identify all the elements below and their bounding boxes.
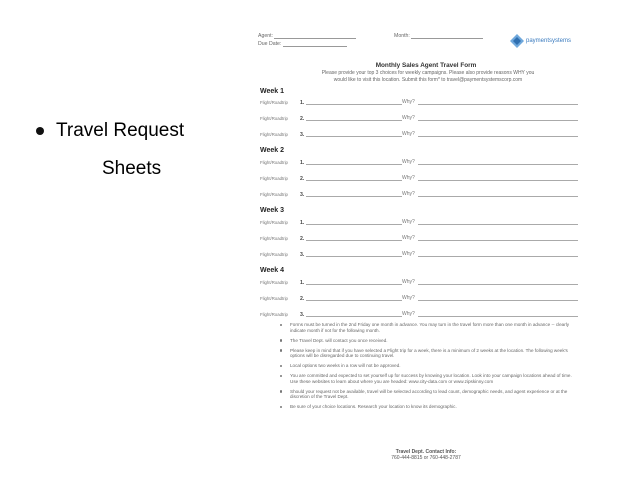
week-1-title: Week 1 [260,88,284,95]
row-label: Flight/Roadtrip [260,236,288,241]
week-1-row-1 [260,98,578,106]
row-number: 2. [300,176,305,182]
why-label: Why? [402,159,415,165]
choice-line [306,196,402,197]
row-number: 2. [300,296,305,302]
note-item: Forms must be turned in the 2nd Friday one month in advance. You may turn in the travel form more than one month in advance -- clearly indicate month if not for the following month. [280,322,580,333]
intro-line2: would like to visit this location. Submit this form* to travel@paymentsystemscorp.com [333,76,523,83]
note-item: Local options two weeks in a row will not be approved. [280,363,580,369]
row-label: Flight/Roadtrip [260,252,288,257]
row-number: 3. [300,312,305,318]
choice-line [306,256,402,257]
reason-line [418,316,578,317]
row-label: Flight/Roadtrip [260,192,288,197]
choice-line [306,180,402,181]
note-item: The Travel Dept. will contact you once received. [280,338,580,344]
choice-line [306,104,402,105]
week-2-row-2 [260,174,578,182]
why-label: Why? [402,131,415,137]
row-label: Flight/Roadtrip [260,296,288,301]
agent-line [274,33,356,39]
due-date-field [258,41,347,47]
why-label: Why? [402,311,415,317]
reason-line [418,284,578,285]
choice-line [306,224,402,225]
why-label: Why? [402,115,415,121]
choice-line [306,164,402,165]
month-field [394,33,483,39]
reason-line [418,164,578,165]
travel-form-image [254,28,598,468]
contact-info [254,449,598,462]
week-4-title: Week 4 [260,267,284,274]
choice-line [306,120,402,121]
week-4-row-1 [260,278,578,286]
why-label: Why? [402,99,415,105]
note-item: Please keep in mind that if you have selected a Flight trip for a week, there is a minimum of 2 weeks at the location. The following week's options will be disregarded due to continuing travel. [280,348,580,359]
reason-line [418,256,578,257]
reason-line [418,180,578,181]
reason-line [418,120,578,121]
slide-bullet [36,118,236,182]
agent-label: Agent: [258,33,273,39]
why-label: Why? [402,279,415,285]
form-intro [278,70,578,83]
choice-line [306,284,402,285]
row-number: 2. [300,236,305,242]
row-number: 3. [300,192,305,198]
row-label: Flight/Roadtrip [260,220,288,225]
week-4-row-3 [260,310,578,318]
week-1-row-2 [260,114,578,122]
note-item: Be sure of your choice locations. Research your location to know its demographic. [280,404,580,410]
row-label: Flight/Roadtrip [260,100,288,105]
paymentsystems-logo [510,34,571,48]
choice-line [306,136,402,137]
reason-line [418,196,578,197]
contact-title: Travel Dept. Contact Info: [395,449,457,455]
reason-line [418,224,578,225]
due-date-label: Due Date: [258,41,282,47]
row-number: 1. [300,100,305,106]
row-number: 1. [300,220,305,226]
reason-line [418,136,578,137]
why-label: Why? [402,175,415,181]
bullet-text-line2: Sheets [102,158,162,179]
reason-line [418,240,578,241]
row-label: Flight/Roadtrip [260,116,288,121]
week-1-row-3 [260,130,578,138]
why-label: Why? [402,219,415,225]
row-label: Flight/Roadtrip [260,132,288,137]
form-title: Monthly Sales Agent Travel Form [375,62,477,69]
row-number: 2. [300,116,305,122]
note-item: Should your request not be available, travel will be selected according to lead count, demographic needs, and agent experience or at the discretion of the Travel Dept. [280,389,580,400]
choice-line [306,316,402,317]
note-item: You are committed and expected to set yourself up for success by knowing your location. Look into your campaign locations ahead of time. Use these websites to learn about where you are headed: www.city-data.com or www.zipskinny.com [280,373,580,384]
week-2-title: Week 2 [260,147,284,154]
row-number: 1. [300,160,305,166]
choice-line [306,240,402,241]
row-label: Flight/Roadtrip [260,280,288,285]
row-number: 3. [300,252,305,258]
week-3-row-1 [260,218,578,226]
row-label: Flight/Roadtrip [260,160,288,165]
logo-diamond-icon [510,34,524,48]
row-label: Flight/Roadtrip [260,312,288,317]
week-3-row-2 [260,234,578,242]
contact-phones: 760-444-8815 or 760-448-2787 [391,455,461,462]
why-label: Why? [402,295,415,301]
row-label: Flight/Roadtrip [260,176,288,181]
why-label: Why? [402,251,415,257]
why-label: Why? [402,191,415,197]
month-line [411,33,483,39]
month-label: Month: [394,33,410,39]
row-number: 3. [300,132,305,138]
due-date-line [283,41,347,47]
reason-line [418,104,578,105]
form-notes-list [280,322,580,414]
bullet-dot [36,127,44,135]
intro-line1: Please provide your top 3 choices for weekly campaigns. Please also provide reasons WHY you [321,70,535,76]
logo-text: paymentsystems [526,38,572,44]
why-label: Why? [402,235,415,241]
week-2-row-3 [260,190,578,198]
week-3-title: Week 3 [260,207,284,214]
week-3-row-3 [260,250,578,258]
week-2-row-1 [260,158,578,166]
row-number: 1. [300,280,305,286]
reason-line [418,300,578,301]
bullet-text-line1: Travel Request [56,120,185,141]
week-4-row-2 [260,294,578,302]
agent-field [258,33,356,39]
choice-line [306,300,402,301]
